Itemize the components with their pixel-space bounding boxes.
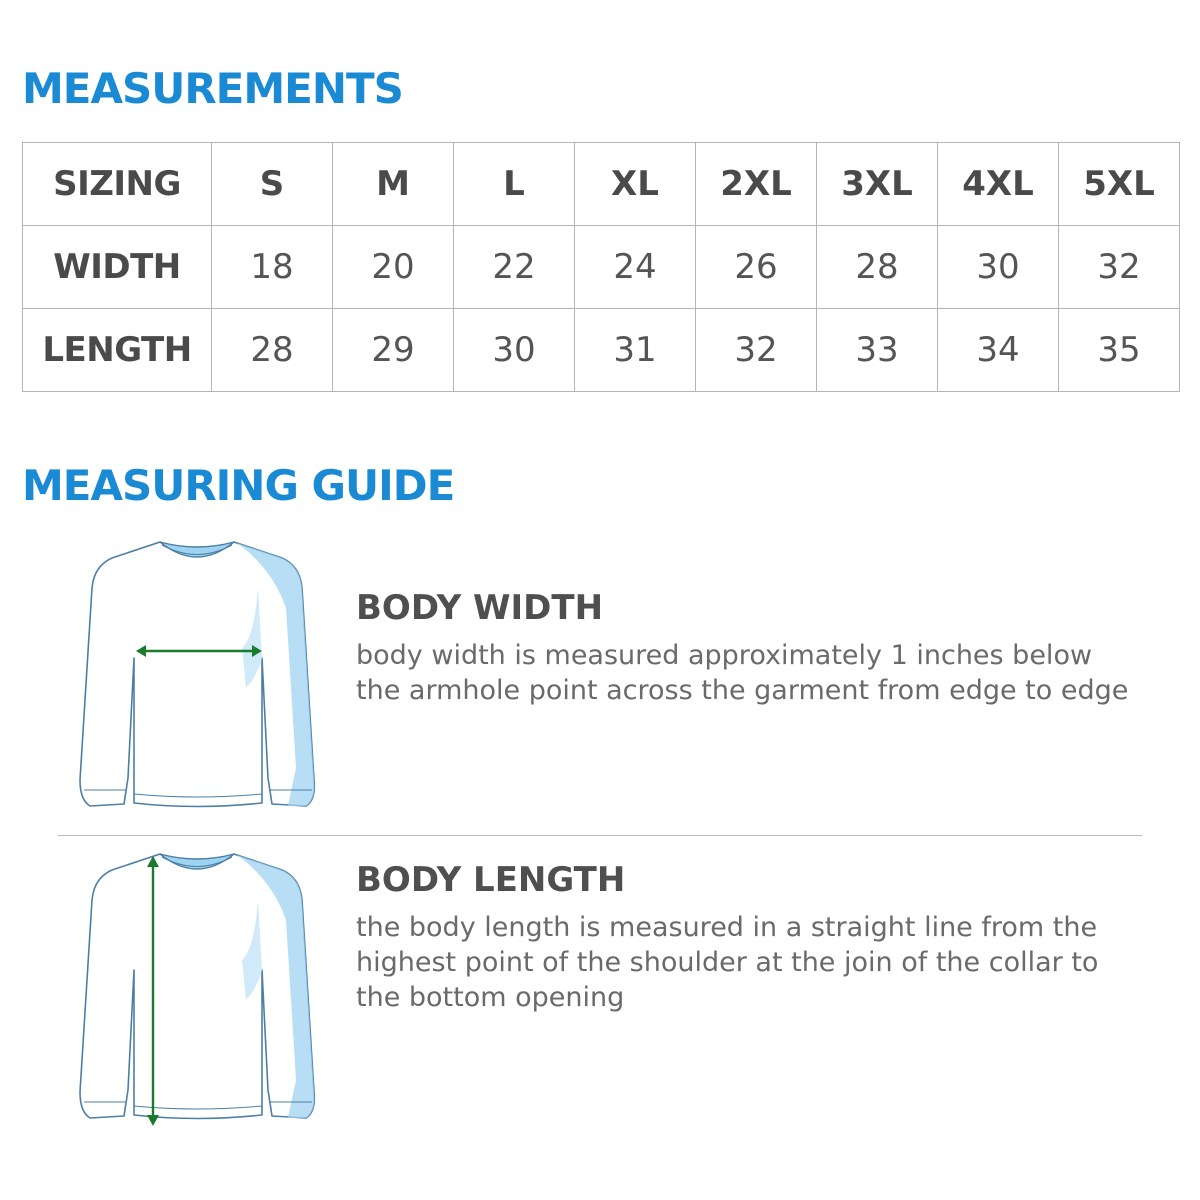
table-cell: 28 bbox=[817, 226, 938, 309]
table-cell: 26 bbox=[696, 226, 817, 309]
description-line: body width is measured approximately 1 inches below bbox=[356, 640, 1093, 671]
size-cell: 4XL bbox=[938, 143, 1059, 226]
table-cell: 22 bbox=[454, 226, 575, 309]
table-cell: 32 bbox=[696, 309, 817, 392]
table-cell: 28 bbox=[212, 309, 333, 392]
shirt-icon bbox=[72, 528, 322, 818]
measurements-title: MEASUREMENTS bbox=[22, 64, 403, 113]
table-cell: 32 bbox=[1059, 226, 1180, 309]
size-cell: 2XL bbox=[696, 143, 817, 226]
description-line: the armhole point across the garment from edge to edge bbox=[356, 675, 1129, 706]
body-width-description bbox=[356, 638, 1186, 708]
table-cell: 30 bbox=[454, 309, 575, 392]
table-cell: 18 bbox=[212, 226, 333, 309]
description-line: the body length is measured in a straight line from the bbox=[356, 912, 1098, 943]
body-length-heading: BODY LENGTH bbox=[356, 860, 626, 900]
description-line: the bottom opening bbox=[356, 982, 625, 1013]
row-label: LENGTH bbox=[23, 309, 212, 392]
sizing-label: SIZING bbox=[23, 143, 212, 226]
body-width-heading: BODY WIDTH bbox=[356, 588, 604, 628]
size-table bbox=[22, 142, 1180, 392]
shirt-icon bbox=[72, 840, 322, 1130]
table-cell: 33 bbox=[817, 309, 938, 392]
row-label: WIDTH bbox=[23, 226, 212, 309]
table-cell: 20 bbox=[333, 226, 454, 309]
table-cell: 24 bbox=[575, 226, 696, 309]
table-cell: 31 bbox=[575, 309, 696, 392]
size-cell: XL bbox=[575, 143, 696, 226]
length-row bbox=[23, 309, 1180, 392]
table-cell: 30 bbox=[938, 226, 1059, 309]
size-header-row bbox=[23, 143, 1180, 226]
width-row bbox=[23, 226, 1180, 309]
table-cell: 29 bbox=[333, 309, 454, 392]
size-cell: 3XL bbox=[817, 143, 938, 226]
description-line: highest point of the shoulder at the join of the collar to bbox=[356, 947, 1099, 978]
size-cell: 5XL bbox=[1059, 143, 1180, 226]
size-cell: S bbox=[212, 143, 333, 226]
size-cell: M bbox=[333, 143, 454, 226]
body-length-description bbox=[356, 910, 1186, 1015]
size-cell: L bbox=[454, 143, 575, 226]
table-cell: 34 bbox=[938, 309, 1059, 392]
measuring-guide-title: MEASURING GUIDE bbox=[22, 461, 455, 510]
section-divider bbox=[58, 835, 1142, 836]
shirt-outline bbox=[80, 854, 314, 1119]
table-cell: 35 bbox=[1059, 309, 1180, 392]
shirt-outline bbox=[80, 542, 314, 807]
